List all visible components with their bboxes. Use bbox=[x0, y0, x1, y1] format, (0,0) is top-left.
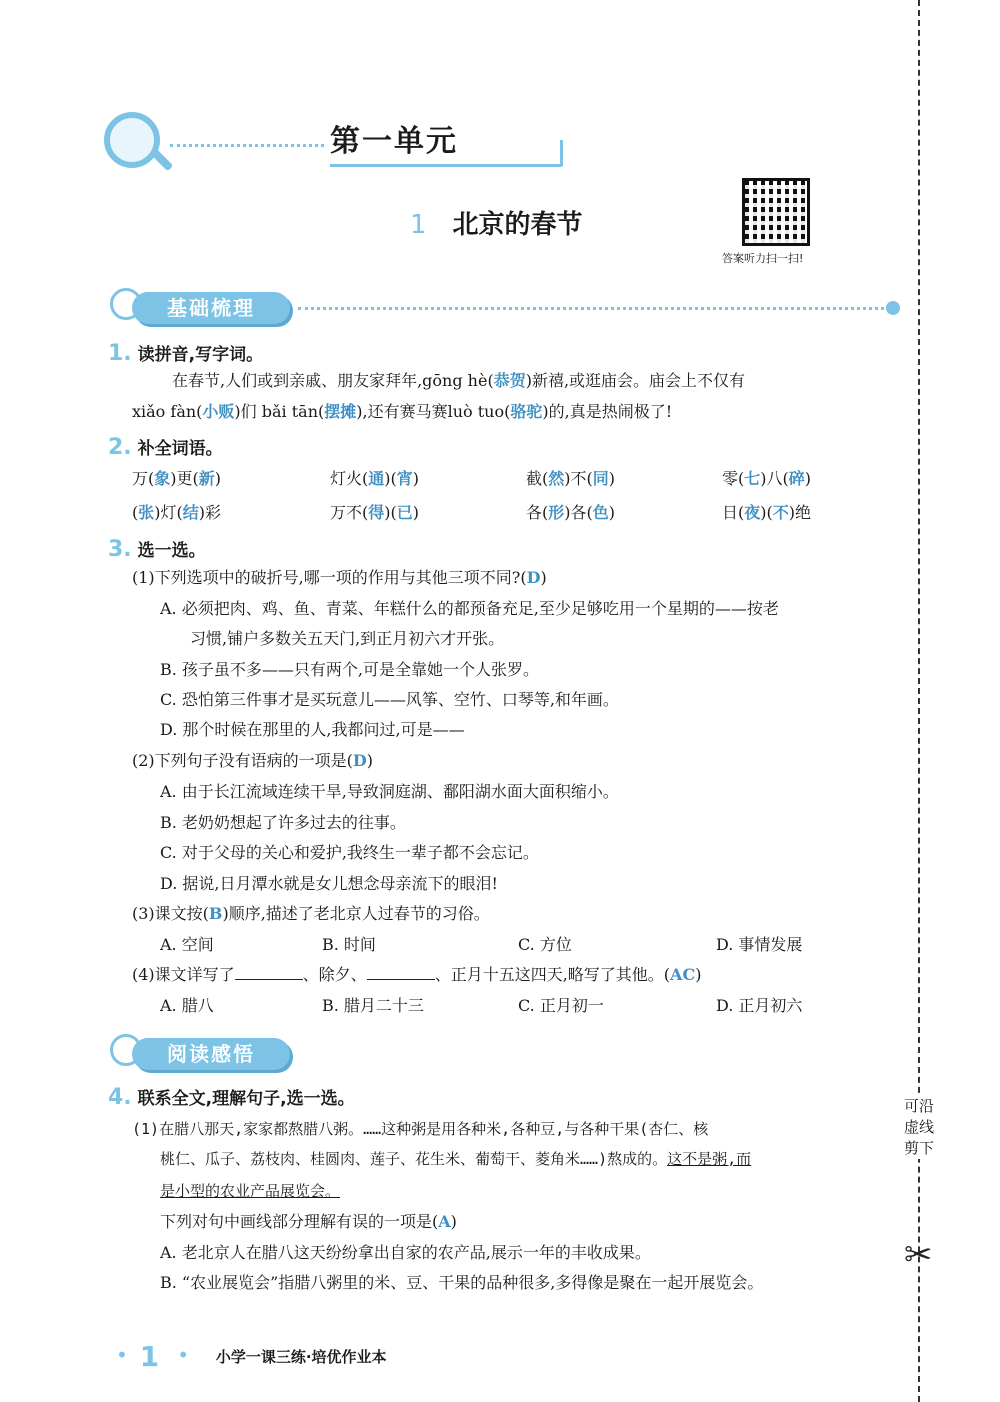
lesson-number: 1 bbox=[410, 210, 427, 240]
question-4-heading bbox=[108, 1084, 355, 1110]
q3-4-stem: (4)课文详写了 、除夕、 、正月十五这四天,略写了其他。(AC) bbox=[132, 965, 702, 984]
q2-item: 万不(得)(已) bbox=[330, 503, 420, 522]
q3-2-option-a: A. 由于长江流域连续干旱,导致洞庭湖、鄱阳湖水面大面积缩小。 bbox=[160, 782, 619, 801]
cut-dashed-line bbox=[918, 0, 920, 1402]
section-banner-basics bbox=[110, 288, 900, 328]
q3-2-stem: (2)下列句子没有语病的一项是(D) bbox=[132, 751, 374, 770]
qr-caption: 答案听力扫一扫! bbox=[722, 252, 804, 265]
q3-3-option-b: B. 时间 bbox=[322, 935, 376, 954]
question-number: 1. bbox=[108, 341, 132, 366]
q2-item: 各(形)各(色) bbox=[526, 503, 616, 522]
blank-line bbox=[367, 966, 435, 980]
q3-3-option-c: C. 方位 bbox=[518, 935, 572, 954]
q2-row-2 bbox=[132, 500, 892, 534]
q3-1-option-a: A. 必须把肉、鸡、鱼、青菜、年糕什么的都预备充足,至少足够吃用一个星期的——按老 bbox=[160, 599, 779, 618]
section-banner-reading bbox=[110, 1034, 900, 1074]
q4-passage-1: (1)在腊八那天,家家都熬腊八粥。……这种粥是用各种米,各种豆,与各种干果(杏仁、核 bbox=[132, 1120, 709, 1138]
question-number: 2. bbox=[108, 435, 132, 460]
question-title: 联系全文,理解句子,选一选。 bbox=[137, 1089, 355, 1109]
question-title: 补全词语。 bbox=[137, 439, 223, 459]
q4-passage-2: 桃仁、瓜子、荔枝肉、桂圆肉、莲子、花生米、葡萄干、菱角米……)熬成的。这不是粥,而 bbox=[160, 1150, 752, 1168]
q3-4-option-d: D. 正月初六 bbox=[716, 996, 803, 1015]
unit-title: 第一单元 bbox=[330, 124, 458, 159]
question-title: 选一选。 bbox=[137, 541, 206, 561]
page-number: 1 bbox=[139, 1340, 160, 1373]
q3-1-option-a-cont: 习惯,铺户多数关五天门,到正月初六才开张。 bbox=[190, 629, 505, 648]
unit-underline bbox=[330, 164, 562, 167]
q2-item: 截(然)不(同) bbox=[526, 469, 616, 488]
question-number: 3. bbox=[108, 537, 132, 562]
q3-2-option-d: D. 据说,日月潭水就是女儿想念母亲流下的眼泪! bbox=[160, 874, 498, 893]
unit-corner bbox=[560, 140, 563, 166]
answer: 骆驼 bbox=[510, 402, 543, 421]
text: )们 bǎi tān( bbox=[234, 402, 325, 421]
q4-passage-3: 是小型的农业产品展览会。 bbox=[160, 1182, 341, 1200]
text: 在春节,人们或到亲戚、朋友家拜年,gōng hè( bbox=[172, 371, 494, 390]
question-1-heading bbox=[108, 340, 263, 366]
q2-word-grid bbox=[132, 466, 892, 534]
section-title: 基础梳理 bbox=[132, 292, 290, 324]
book-title: 小学一课三练·培优作业本 bbox=[215, 1348, 387, 1366]
section-title: 阅读感悟 bbox=[132, 1038, 290, 1070]
unit-dotted-line bbox=[170, 144, 324, 147]
q4-option-b: B. “农业展览会”指腊八粥里的米、豆、干果的品种很多,多得像是聚在一起开展览会。 bbox=[160, 1273, 764, 1292]
q2-row-1 bbox=[132, 466, 892, 500]
magnifier-handle bbox=[151, 149, 174, 172]
q3-2-option-b: B. 老奶奶想起了许多过去的往事。 bbox=[160, 813, 406, 832]
q4-option-a: A. 老北京人在腊八这天纷纷拿出自家的农产品,展示一年的丰收成果。 bbox=[160, 1243, 651, 1262]
q3-3-stem: (3)课文按(B)顺序,描述了老北京人过春节的习俗。 bbox=[132, 904, 490, 923]
q4-stem: 下列对句中画线部分理解有误的一项是(A) bbox=[160, 1212, 457, 1231]
answer: 小贩 bbox=[202, 402, 235, 421]
answer: 恭贺 bbox=[493, 371, 526, 390]
lesson-title bbox=[410, 204, 583, 241]
q2-item: 日(夜)(不)绝 bbox=[722, 503, 812, 522]
page-footer bbox=[116, 1340, 387, 1373]
answer: 摆摊 bbox=[324, 402, 357, 421]
text: )的,真是热闹极了! bbox=[542, 402, 673, 421]
footer-dot: • bbox=[177, 1343, 190, 1367]
q3-4-option-b: B. 腊月二十三 bbox=[322, 996, 424, 1015]
q2-item: 灯火(通)(宵) bbox=[330, 469, 420, 488]
footer-dot: • bbox=[116, 1343, 128, 1367]
lesson-name: 北京的春节 bbox=[452, 210, 583, 240]
magnifier-icon bbox=[104, 112, 160, 168]
text: ),还有赛马赛luò tuo( bbox=[356, 402, 511, 421]
banner-dotted-line bbox=[298, 307, 890, 310]
question-title: 读拼音,写字词。 bbox=[137, 345, 264, 365]
question-number: 4. bbox=[108, 1085, 132, 1110]
q2-item: 万(象)更(新) bbox=[132, 469, 222, 488]
q2-item: 零(七)八(碎) bbox=[722, 469, 812, 488]
q3-3-option-d: D. 事情发展 bbox=[716, 935, 803, 954]
q3-3-option-a: A. 空间 bbox=[160, 935, 214, 954]
question-3-heading bbox=[108, 536, 206, 562]
q2-item: (张)灯(结)彩 bbox=[132, 503, 222, 522]
scissors-icon: ✂ bbox=[904, 1235, 933, 1275]
q3-1-option-d: D. 那个时候在那里的人,我都问过,可是—— bbox=[160, 720, 465, 739]
q3-4-option-a: A. 腊八 bbox=[160, 996, 214, 1015]
text: )新禧,或逛庙会。庙会上不仅有 bbox=[525, 371, 746, 390]
qr-code-icon[interactable] bbox=[742, 178, 810, 246]
q3-1-option-b: B. 孩子虽不多——只有两个,可是全靠她一个人张罗。 bbox=[160, 660, 540, 679]
q3-1-stem: (1)下列选项中的破折号,哪一项的作用与其他三项不同?(D) bbox=[132, 568, 547, 587]
banner-end-dot bbox=[886, 301, 900, 315]
q1-line-1 bbox=[172, 370, 745, 392]
q1-line-2 bbox=[132, 401, 672, 423]
q3-2-option-c: C. 对于父母的关心和爱护,我终生一辈子都不会忘记。 bbox=[160, 843, 539, 862]
blank-line bbox=[235, 966, 303, 980]
cut-label: 可沿虚线剪下 bbox=[903, 1097, 934, 1157]
question-2-heading bbox=[108, 434, 223, 460]
text: xiǎo fàn( bbox=[132, 402, 203, 421]
q3-4-option-c: C. 正月初一 bbox=[518, 996, 604, 1015]
unit-header bbox=[104, 112, 464, 176]
q3-1-option-c: C. 恐怕第三件事才是买玩意儿——风筝、空竹、口琴等,和年画。 bbox=[160, 690, 619, 709]
